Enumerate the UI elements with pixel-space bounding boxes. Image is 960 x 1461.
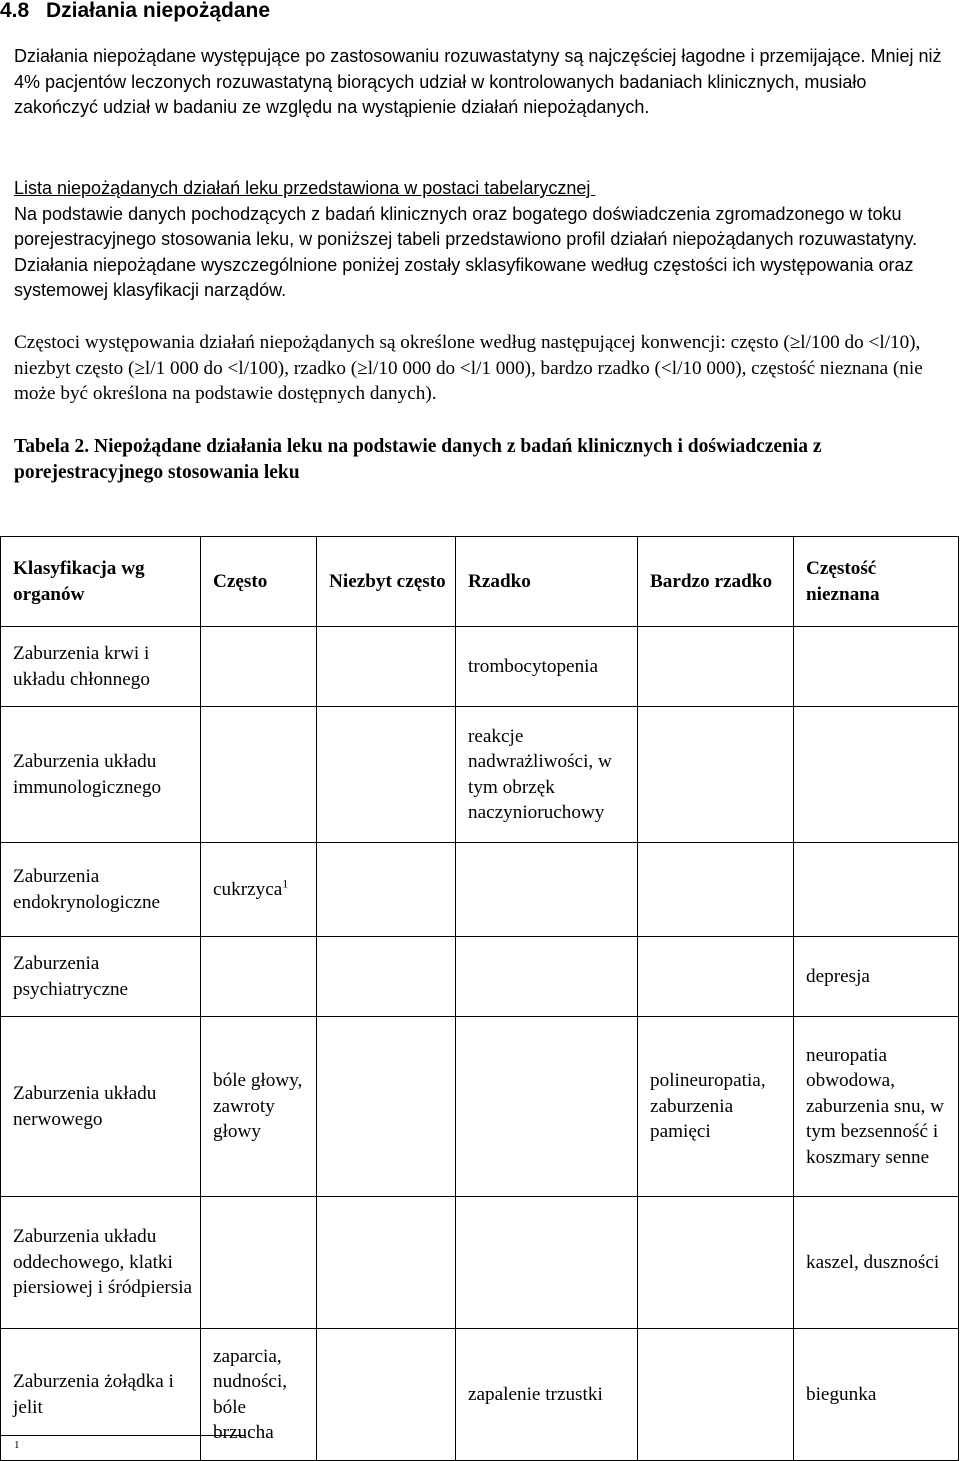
- table-cell: kaszel, duszności: [794, 1197, 959, 1329]
- intro-paragraph: [14, 44, 946, 121]
- header-cell: Niezbyt często: [317, 537, 456, 627]
- table-cell: [638, 627, 794, 707]
- table-row: [1, 937, 959, 1017]
- table-cell: neuropatia obwodowa, zaburzenia snu, w tym bezsenność i koszmary senne: [794, 1017, 959, 1197]
- table-cell: [201, 843, 317, 937]
- table-cell: [456, 843, 638, 937]
- table-cell: [201, 627, 317, 707]
- table-cell: [794, 843, 959, 937]
- table-cell: [456, 1197, 638, 1329]
- table-cell: zapalenie trzustki: [456, 1329, 638, 1461]
- table-row: [1, 843, 959, 937]
- header-cell: Klasyfikacja wg organów: [1, 537, 201, 627]
- table-cell: Zaburzenia układu immunologicznego: [1, 707, 201, 843]
- table-cell: [794, 707, 959, 843]
- table-cell: Zaburzenia żołądka i jelit: [1, 1329, 201, 1461]
- table-cell: [638, 1197, 794, 1329]
- table-cell: reakcje nadwrażliwości, w tym obrzęk naczynioruchowy: [456, 707, 638, 843]
- table-row: [1, 1197, 959, 1329]
- table-cell: [201, 937, 317, 1017]
- table-cell: bóle głowy, zawroty głowy: [201, 1017, 317, 1197]
- footnote-marker: 1: [14, 1439, 20, 1451]
- section-number: 4.8: [0, 0, 30, 22]
- table-cell: [317, 843, 456, 937]
- table-cell: [456, 937, 638, 1017]
- section-title: Działania niepożądane: [46, 0, 271, 22]
- table-cell: [456, 1017, 638, 1197]
- section-heading: [0, 0, 270, 26]
- frequency-text: Częstoci występowania działań niepożądanych są określone według następującej konwencji: często (≥l/100 do <l/10), niezbyt często (≥l/1 000 do <l/100), rzadko (≥l/10 000 do <l/1 000), bardzo rzadko (<l/10 000), częstość nieznana (nie może być określona na podstawie dostępnych danych).: [14, 332, 923, 404]
- header-cell: Częstość nieznana: [794, 537, 959, 627]
- table-cell: Zaburzenia psychiatryczne: [1, 937, 201, 1017]
- table-cell-text: cukrzyca: [213, 878, 283, 900]
- list-section: [14, 176, 946, 304]
- header-cell: Często: [201, 537, 317, 627]
- table-row: [1, 1017, 959, 1197]
- table-cell: [317, 1329, 456, 1461]
- footnote-ref: 1: [282, 876, 289, 891]
- table-cell: [317, 627, 456, 707]
- table-cell: [201, 1197, 317, 1329]
- table-header-row: [1, 537, 959, 627]
- table-cell: [794, 627, 959, 707]
- table-cell: [638, 1329, 794, 1461]
- table-cell: [201, 707, 317, 843]
- table-cell: depresja: [794, 937, 959, 1017]
- table-caption: Tabela 2. Niepożądane działania leku na podstawie danych z badań klinicznych i doświadczenia z porejestracyjnego stosowania leku: [14, 436, 822, 483]
- list-text: Na podstawie danych pochodzących z badań klinicznych oraz bogatego doświadczenia zgromadzonego w toku porejestracyjnego stosowania leku, w poniższej tabeli przedstawiono profil działań niepożądanych rozuwastatyny. Działania niepożądane wyszczególnione poniżej zostały sklasyfikowane według częstości ich występowania oraz systemowej klasyfikacji narządów.: [14, 203, 918, 300]
- frequency-paragraph: [14, 330, 946, 407]
- table-cell: Zaburzenia endokrynologiczne: [1, 843, 201, 937]
- table-cell: [317, 707, 456, 843]
- table-row: [1, 1329, 959, 1461]
- adverse-reactions-table: [0, 536, 959, 1461]
- table-cell: Zaburzenia krwi i układu chłonnego: [1, 627, 201, 707]
- table-row: [1, 707, 959, 843]
- intro-text: Działania niepożądane występujące po zastosowaniu rozuwastatyny są najczęściej łagodne i przemijające. Mniej niż 4% pacjentów leczonych rozuwastatyną biorących udział w kontrolowanych badaniach klinicznych, musiało zakończyć udział w badaniu ze względu na wystąpienie działań niepożądanych.: [14, 46, 942, 117]
- table-cell: [317, 1017, 456, 1197]
- table-cell: Zaburzenia układu oddechowego, klatki piersiowej i śródpiersia: [1, 1197, 201, 1329]
- table-cell: [638, 937, 794, 1017]
- table-cell: zaparcia, nudności, bóle brzucha: [201, 1329, 317, 1461]
- list-heading: Lista niepożądanych działań leku przedstawiona w postaci tabelarycznej: [14, 178, 596, 198]
- table-cell: Zaburzenia układu nerwowego: [1, 1017, 201, 1197]
- table-cell: polineuropatia, zaburzenia pamięci: [638, 1017, 794, 1197]
- table-cell: [317, 937, 456, 1017]
- footnote-separator: [0, 1435, 246, 1436]
- header-cell: Rzadko: [456, 537, 638, 627]
- table-cell: [638, 843, 794, 937]
- table-cell: [638, 707, 794, 843]
- table-cell: trombocytopenia: [456, 627, 638, 707]
- table-cell: [317, 1197, 456, 1329]
- header-cell: Bardzo rzadko: [638, 537, 794, 627]
- table-cell: biegunka: [794, 1329, 959, 1461]
- table-row: [1, 627, 959, 707]
